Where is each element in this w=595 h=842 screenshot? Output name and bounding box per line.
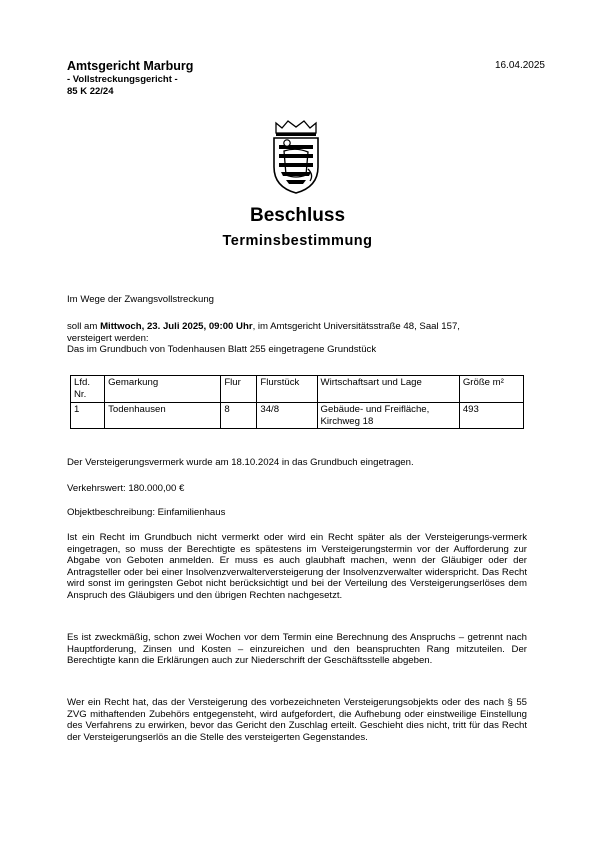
- court-department: - Vollstreckungsgericht -: [67, 74, 178, 85]
- court-name: Amtsgericht Marburg: [67, 59, 194, 73]
- auction-location: , im Amtsgericht Universitätsstraße 48, Saal 157,: [252, 321, 460, 332]
- paragraph-opposing-rights: Wer ein Recht hat, das der Versteigerung des vorbezeichneten Versteigerungsobjekts oder des nach § 55 ZVG mithaftenden Zubehörs entgegensteht, wird aufgefordert, die Aufhebung oder einstweilige Einstellung des Verfahrens zu erwirken, bevor das Gericht den Zuschlag erteilt. Geschieht dies nicht, tritt für das Recht der Versteigerungserlös an die Stelle des versteigerten Gegenstandes.: [67, 697, 527, 743]
- page-subtitle: Terminsbestimmung: [222, 233, 373, 249]
- table-cell: Todenhausen: [105, 403, 221, 429]
- auction-prefix: soll am: [67, 321, 101, 332]
- table-cell: 8: [221, 403, 257, 429]
- page-title: Beschluss: [249, 205, 346, 226]
- table-header-cell: Flur: [221, 376, 257, 403]
- vermerk-text: Der Versteigerungsvermerk wurde am 18.10.2024 in das Grundbuch eingetragen.: [67, 457, 414, 468]
- hesse-coat-of-arms-icon: [268, 119, 324, 195]
- auction-line-1: [67, 321, 527, 333]
- file-number: 85 K 22/24: [67, 86, 114, 97]
- auction-line-3: Das im Grundbuch von Todenhausen Blatt 255 eingetragene Grundstück: [67, 344, 377, 355]
- auction-datetime: Mittwoch, 23. Juli 2025, 09:00 Uhr: [100, 321, 253, 332]
- verkehrswert-text: Verkehrswert: 180.000,00 €: [67, 483, 185, 494]
- paragraph-claim-calculation: Es ist zweckmäßig, schon zwei Wochen vor dem Termin eine Berechnung des Anspruchs – getrennt nach Hauptforderung, Zinsen und Kosten – einzureichen und den beanspruchten Rang mitzuteilen. Der Berechtigte kann die Erklärungen auch zur Niederschrift der Geschäftsstelle abgeben.: [67, 632, 527, 666]
- objekt-text: Objektbeschreibung: Einfamilienhaus: [67, 507, 226, 518]
- table-header-cell: Gemarkung: [105, 376, 221, 403]
- table-header-cell: Flurstück: [257, 376, 317, 403]
- auction-line-2: versteigert werden:: [67, 332, 149, 344]
- table-header-row: [71, 376, 524, 403]
- table-cell: 493: [459, 403, 523, 429]
- table-header-cell: Lfd. Nr.: [71, 376, 105, 403]
- table-header-cell: Größe m²: [459, 376, 523, 403]
- document-date: 16.04.2025: [494, 60, 545, 71]
- intro-text: Im Wege der Zwangsvollstreckung: [67, 294, 214, 305]
- auction-block: [67, 321, 527, 356]
- property-table: [70, 375, 524, 429]
- table-cell: 34/8: [257, 403, 317, 429]
- paragraph-rights-registration: Ist ein Recht im Grundbuch nicht vermerkt oder wird ein Recht später als der Versteigerungs-vermerk eingetragen, so muss der Berechtigte es spätestens im Versteigerungstermin vor der Aufforderung zur Abgabe von Geboten anmelden. Er muss es auch glaubhaft machen, wenn der Gläubiger oder der Antragsteller oder bei einer Insolvenzverwalterversteigerung der Insolvenzverwalter widerspricht. Das Recht wird sonst im geringsten Gebot nicht berücksichtigt und bei der Verteilung des Versteigerungserlöses dem Anspruch des Gläubigers und den übrigen Rechten nachgesetzt.: [67, 532, 527, 601]
- table-cell: Gebäude- und Freifläche, Kirchweg 18: [317, 403, 459, 429]
- table-row: [71, 403, 524, 429]
- court-header: [67, 59, 193, 98]
- table-header-cell: Wirtschaftsart und Lage: [317, 376, 459, 403]
- table-cell: 1: [71, 403, 105, 429]
